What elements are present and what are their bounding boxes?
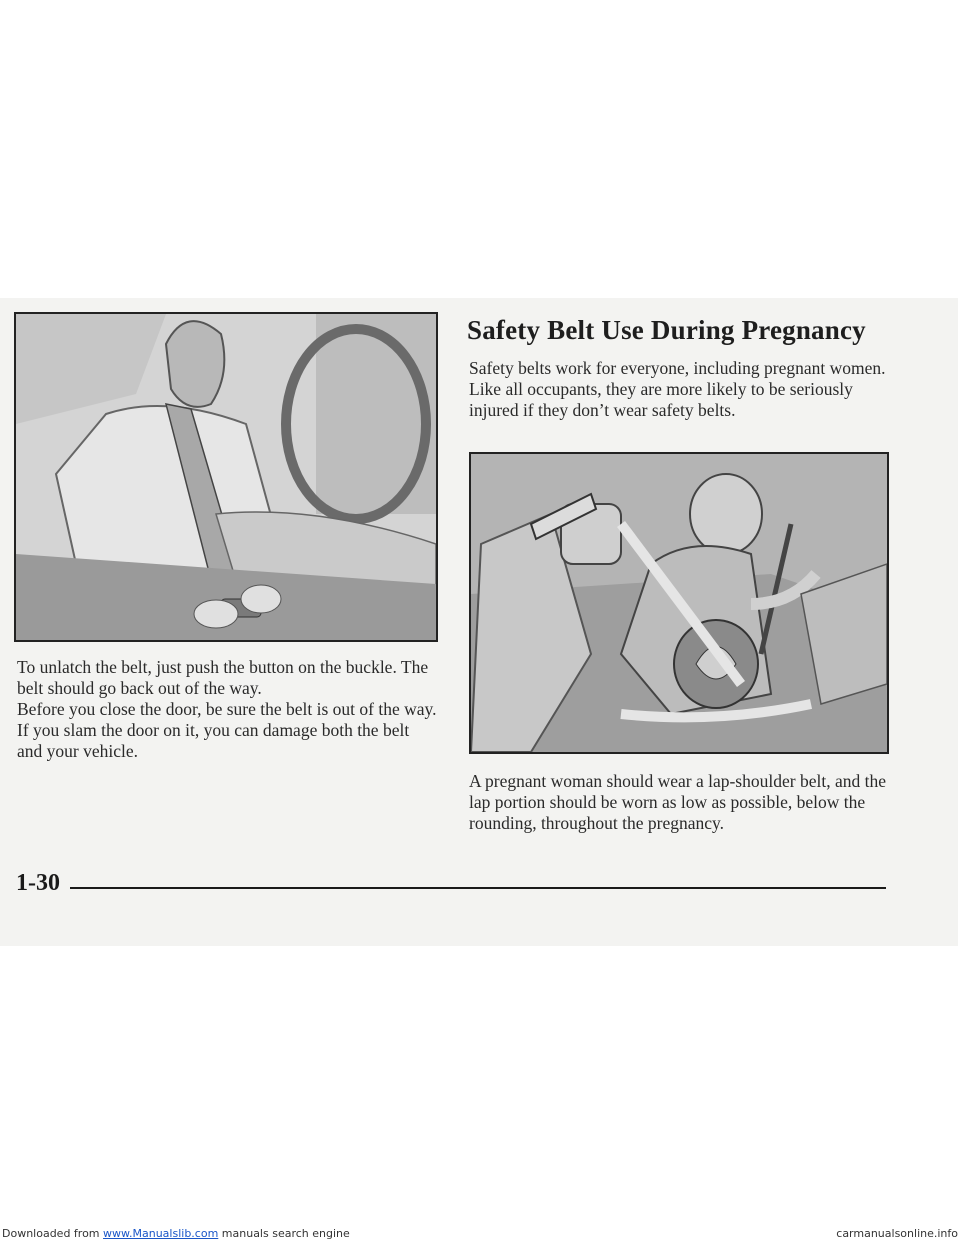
lap-belt-paragraph: A pregnant woman should wear a lap-shoulder belt, and the lap portion should be worn as low as possible, below the rounding, throughout the pregnancy. bbox=[469, 771, 886, 833]
manualslib-link[interactable]: www.Manualslib.com bbox=[103, 1227, 219, 1240]
watermark-text: carmanualsonline.info bbox=[836, 1227, 958, 1240]
section-heading: Safety Belt Use During Pregnancy bbox=[467, 315, 866, 345]
pregnant-occupant-illustration bbox=[469, 452, 889, 754]
pregnancy-intro-paragraph: Safety belts work for everyone, including pregnant women. Like all occupants, they are more likely to be seriously injured if they don’t wear safety belts. bbox=[469, 358, 886, 420]
watermark bbox=[836, 1227, 958, 1240]
unlatching-belt-illustration bbox=[14, 312, 438, 642]
close-door-paragraph: Before you close the door, be sure the belt is out of the way. If you slam the door on it, you can damage both the belt and your vehicle. bbox=[17, 699, 437, 761]
download-source-line bbox=[2, 1227, 350, 1240]
page-number: 1-30 bbox=[16, 870, 60, 896]
download-prefix: Downloaded from bbox=[2, 1227, 104, 1240]
page-rule bbox=[70, 887, 886, 889]
download-suffix: manuals search engine bbox=[218, 1227, 350, 1240]
unlatch-paragraph: To unlatch the belt, just push the button on the buckle. The belt should go back out of the way. bbox=[17, 657, 429, 698]
